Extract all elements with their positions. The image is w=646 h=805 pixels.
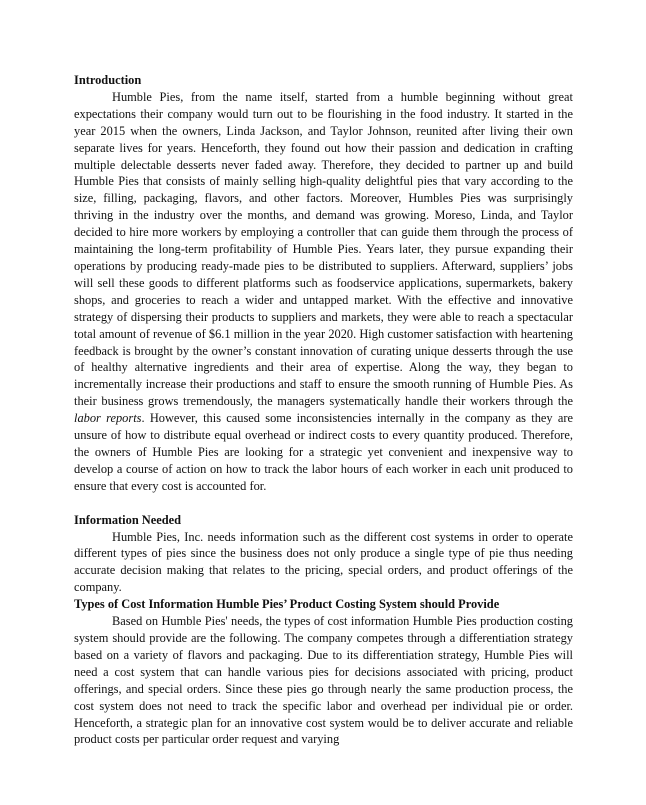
- introduction-paragraph: [74, 89, 573, 495]
- document-page: [74, 72, 573, 748]
- introduction-text-part-1: Humble Pies, from the name itself, started from a humble beginning without great expectations their company would turn out to be flourishing in the food industry. It started in the year 2015 when the owners, Linda Jackson, and Taylor Johnson, reunited after living their own separate lives for years. Henceforth, they found out how their passion and dedication in crafting multiple delectable desserts never faded away. Therefore, they decided to partner up and build Humble Pies that consists of mainly selling high-quality delightful pies that vary according to the size, filling, packaging, flavors, and other factors. Moreover, Humbles Pies was surprisingly thriving in the industry over the months, and demand was growing. Moreso, Linda, and Taylor decided to hire more workers by employing a controller that can guide them through the process of maintaining the long-term profitability of Humble Pies. Years later, they pursue expanding their operations by producing ready-made pies to be distributed to suppliers. Afterward, suppliers’ jobs will sell these goods to different platforms such as foodservice applications, supermarkets, bakery shops, and groceries to reach a wider and untapped market. With the effective and innovative strategy of dispersing their products to suppliers and markets, they were able to reach a spectacular total amount of revenue of $6.1 million in the year 2020. High customer satisfaction with heartening feedback is brought by the owner’s constant innovation of curating unique desserts through the use of healthy alternative ingredients and their area of expertise. Along the way, they began to incrementally increase their productions and staff to ensure the smooth running of Humble Pies. As their business grows tremendously, the managers systematically handle their workers through the: [74, 89, 573, 409]
- labor-reports-emphasis: labor reports: [74, 411, 142, 426]
- introduction-text-part-2: . However, this caused some inconsistencies internally in the company as they are unsure of how to distribute equal overhead or indirect costs to every quantity produced. Therefore, the owners of Humble Pies are looking for a strategic yet convenient and inexpensive way to develop a course of action on how to track the labor hours of each worker in each unit produced to ensure that every cost is accounted for.: [74, 411, 573, 493]
- section-heading-introduction: Introduction: [74, 73, 142, 87]
- section-spacer: [74, 495, 573, 512]
- types-of-cost-paragraph: Based on Humble Pies' needs, the types of cost information Humble Pies production costing system should provide are the following. The company competes through a differentiation strategy based on a variety of flavors and packaging. Due to its differentiation strategy, Humble Pies will need a cost system that can handle various pies for decisions associated with pricing, product offerings, and special orders. Since these pies go through nearly the same production process, the cost system does not need to track the specific labor and overhead per individual pie or order. Henceforth, a strategic plan for an innovative cost system would be to deliver accurate and reliable product costs per particular order request and varying: [74, 614, 573, 747]
- section-heading-types-of-cost: Types of Cost Information Humble Pies’ Product Costing System should Provide: [74, 597, 500, 612]
- section-heading-information-needed: Information Needed: [74, 512, 182, 527]
- information-needed-paragraph: Humble Pies, Inc. needs information such as the different cost systems in order to operate different types of pies since the business does not only produce a single type of pie thus needing accurate decision making that relates to the pricing, special orders, and product offerings of the company.: [74, 529, 573, 595]
